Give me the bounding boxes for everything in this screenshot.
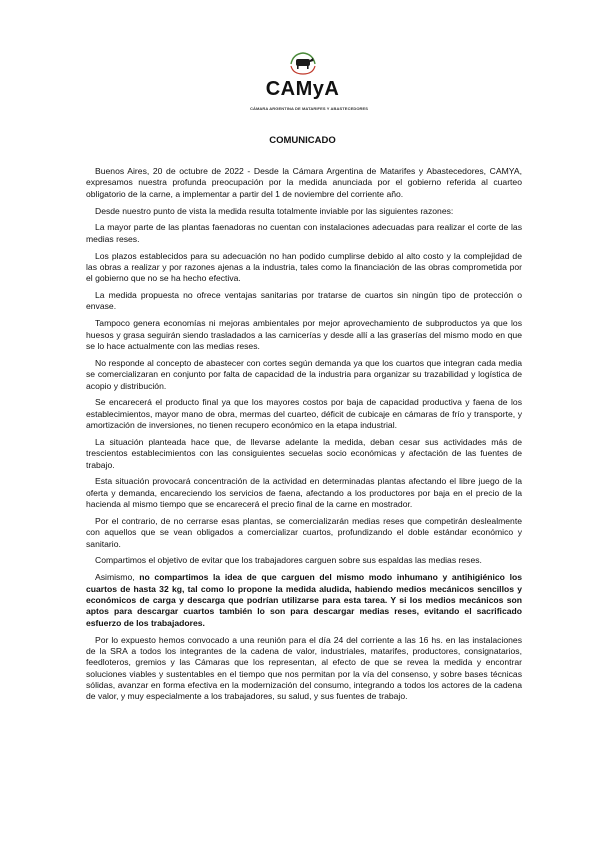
paragraph: Buenos Aires, 20 de octubre de 2022 - Desde la Cámara Argentina de Matarifes y Abastecedores, CAMYA, expresamos nuestra profunda preocupación por la medida anunciada por el gobierno referida al cuarteo obligatorio de la carne, a implementar a partir del 1 de noviembre del corriente año. xyxy=(86,166,522,199)
document-title: COMUNICADO xyxy=(269,135,336,146)
logo-subtitle: CÁMARA ARGENTINA DE MATARIFES Y ABASTECEDORES xyxy=(250,106,369,111)
paragraph: No responde al concepto de abastecer con cortes según demanda ya que los cuartos que integran cada media se comercializaran en conjunto por falta de capacidad de la industria para organizar su trazabilidad y logística de acopio y distribución. xyxy=(86,357,522,391)
paragraph: Compartimos el objetivo de evitar que los trabajadores carguen sobre sus espaldas las medias reses. xyxy=(95,555,482,566)
paragraph: Se encarecerá el producto final ya que los mayores costos por baja de capacidad productiva y faena de los establecimientos, mayor mano de obra, mermas del cuarteo, déficit de cubicaje en cámaras de frío y transporte, y amortización de inversiones, no tienen recupero económico en la etapa industrial. xyxy=(86,397,522,431)
paragraph: Desde nuestro punto de vista la medida resulta totalmente inviable por las siguientes razones: xyxy=(95,205,454,216)
document-body xyxy=(86,166,522,708)
bold-paragraph xyxy=(86,572,522,629)
cattle-icon xyxy=(288,50,318,76)
bold-paragraph-lead: Asimismo, xyxy=(95,572,140,583)
paragraph: La situación planteada hace que, de llevarse adelante la medida, deban cesar sus actividades más de trescientos establecimientos con las consiguientes secuelas socio económicas y afectación de las fuentes de trabajo. xyxy=(86,436,522,470)
paragraph: La mayor parte de las plantas faenadoras no cuentan con instalaciones adecuadas para realizar el corte de las medias reses. xyxy=(86,222,522,244)
closing-paragraph: Por lo expuesto hemos convocado a una reunión para el día 24 del corriente a las 16 hs. en las instalaciones de la SRA a todos los integrantes de la cadena de valor, industriales, matarifes, productores, consignatarios, feedloteros, gremios y las Cámaras que los representan, al efecto de que se revea la medida y encontrar soluciones viables y sustentables en el tiempo que nos permitan por la vía del consenso, y sobre bases técnicas sólidas, avanzar en forma efectiva en la modernización del consumo, integrando a todos los actores de la cadena de valor, y muy especialmente a los trabajadores, su salud, y sus fuentes de trabajo. xyxy=(86,634,522,702)
paragraph: Tampoco genera economías ni mejoras ambientales por mejor aprovechamiento de subproductos ya que los huesos y grasa seguirán siendo trasladados a las carnicerías y desde allí a las graserías del mismo modo en que se lo hace actualmente con las medias reses. xyxy=(86,318,522,351)
paragraph: Esta situación provocará concentración de la actividad en determinadas plantas afectando el libre juego de la oferta y demanda, encareciendo los servicios de faena, afectando a los productores por baja en el precio de la hacienda al mismo tiempo que se encarecerá el precio final de la carne en mostrador. xyxy=(86,476,522,510)
paragraph: La medida propuesta no ofrece ventajas sanitarias por tratarse de cuartos sin ningún tipo de protección o envase. xyxy=(86,290,522,312)
paragraph: Por el contrario, de no cerrarse esas plantas, se comercializarán medias reses que competirán deslealmente con aquellos que se vean obligados a comercializar cuartos, profundizando el doble estándar económico y sanitario. xyxy=(86,515,522,549)
logo-text: CAMyA xyxy=(265,78,340,100)
camya-logo xyxy=(250,40,369,120)
bold-paragraph-text: no compartimos la idea de que carguen del mismo modo inhumano y antihigiénico los cuartos de hasta 32 kg, tal como lo propone la medida aludida, habiendo medios mecánicos sencillos y económicos de carga y descarga que podrían utilizarse para esta tarea. Y si los medios mecánicos son aptos para descargar cuartos también lo son para descargar medias reses, evitando el sacrificado esfuerzo de los trabajadores. xyxy=(86,572,522,628)
paragraph: Los plazos establecidos para su adecuación no han podido cumplirse debido al alto costo y la complejidad de las obras a realizar y por razones ajenas a la industria, tales como la financiación de las obras comprometida por el gobierno que no se ha hecho efectiva. xyxy=(86,250,522,284)
